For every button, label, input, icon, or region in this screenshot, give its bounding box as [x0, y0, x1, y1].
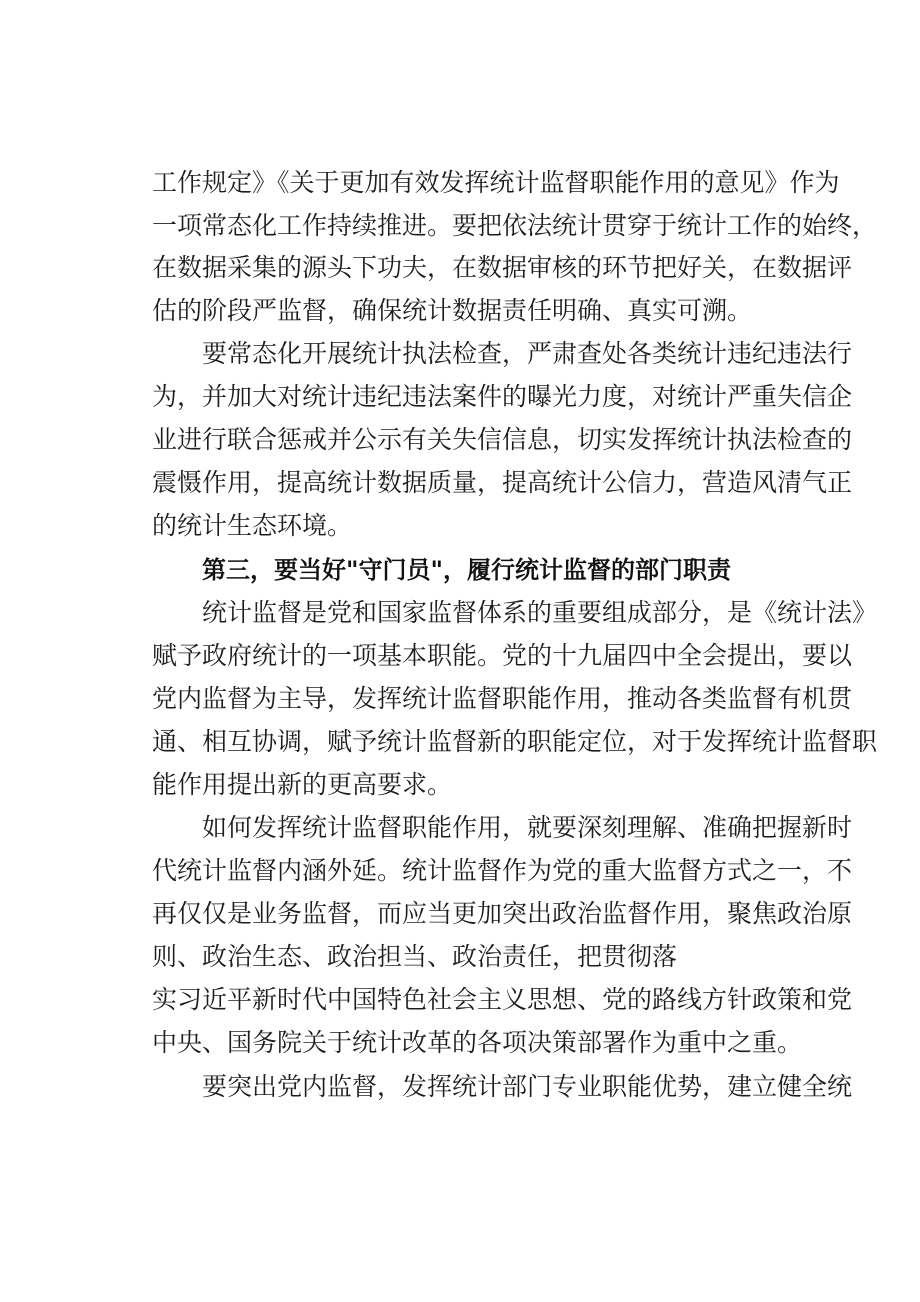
text-line: 工作规定》《关于更加有效发挥统计监督职能作用的意见》作为: [152, 168, 840, 197]
text-line: 中央、国务院关于统计改革的各项决策部署作为重中之重。: [152, 1028, 803, 1057]
text-line: 党内监督为主导，发挥统计监督职能作用，推动各类监督有机贯: [152, 684, 853, 713]
section-heading: 第三，要当好"守门员"，履行统计监督的部门职责: [202, 556, 732, 584]
text-line: 为，并加大对统计违纪违法案件的曝光力度，对统计严重失信企: [152, 382, 853, 411]
text-line: 如何发挥统计监督职能作用，就要深刻理解、准确把握新时: [202, 813, 853, 842]
text-line: 业进行联合惩戒并公示有关失信信息，切实发挥统计执法检查的: [152, 425, 853, 454]
text-line: 的统计生态环境。: [152, 511, 353, 540]
text-line: 要突出党内监督，发挥统计部门专业职能优势，建立健全统: [202, 1072, 853, 1101]
text-line: 通、相互协调，赋予统计监督新的职能定位，对于发挥统计监督职: [152, 727, 878, 756]
text-line: 统计监督是党和国家监督体系的重要组成部分，是《统计法》: [202, 598, 878, 627]
text-line: 再仅仅是业务监督，而应当更加突出政治监督作用，聚焦政治原: [152, 899, 853, 928]
text-line: 能作用提出新的更高要求。: [152, 770, 453, 799]
text-line: 估的阶段严监督，确保统计数据责任明确、真实可溯。: [152, 296, 753, 325]
text-line: 要常态化开展统计执法检查，严肃查处各类统计违纪违法行: [202, 339, 853, 368]
text-line: 实习近平新时代中国特色社会主义思想、党的路线方针政策和党: [152, 985, 853, 1014]
text-line: 震慑作用，提高统计数据质量，提高统计公信力，营造风清气正: [152, 468, 853, 497]
text-line: 代统计监督内涵外延。统计监督作为党的重大监督方式之一，不: [152, 856, 853, 885]
text-line: 则、政治生态、政治担当、政治责任，把贯彻落: [152, 942, 678, 971]
text-line: 赋予政府统计的一项基本职能。党的十九届四中全会提出，要以: [152, 641, 853, 670]
text-line: 一项常态化工作持续推进。要把依法统计贯穿于统计工作的始终，: [152, 211, 878, 240]
text-line: 在数据采集的源头下功夫，在数据审核的环节把好关，在数据评: [152, 253, 853, 282]
